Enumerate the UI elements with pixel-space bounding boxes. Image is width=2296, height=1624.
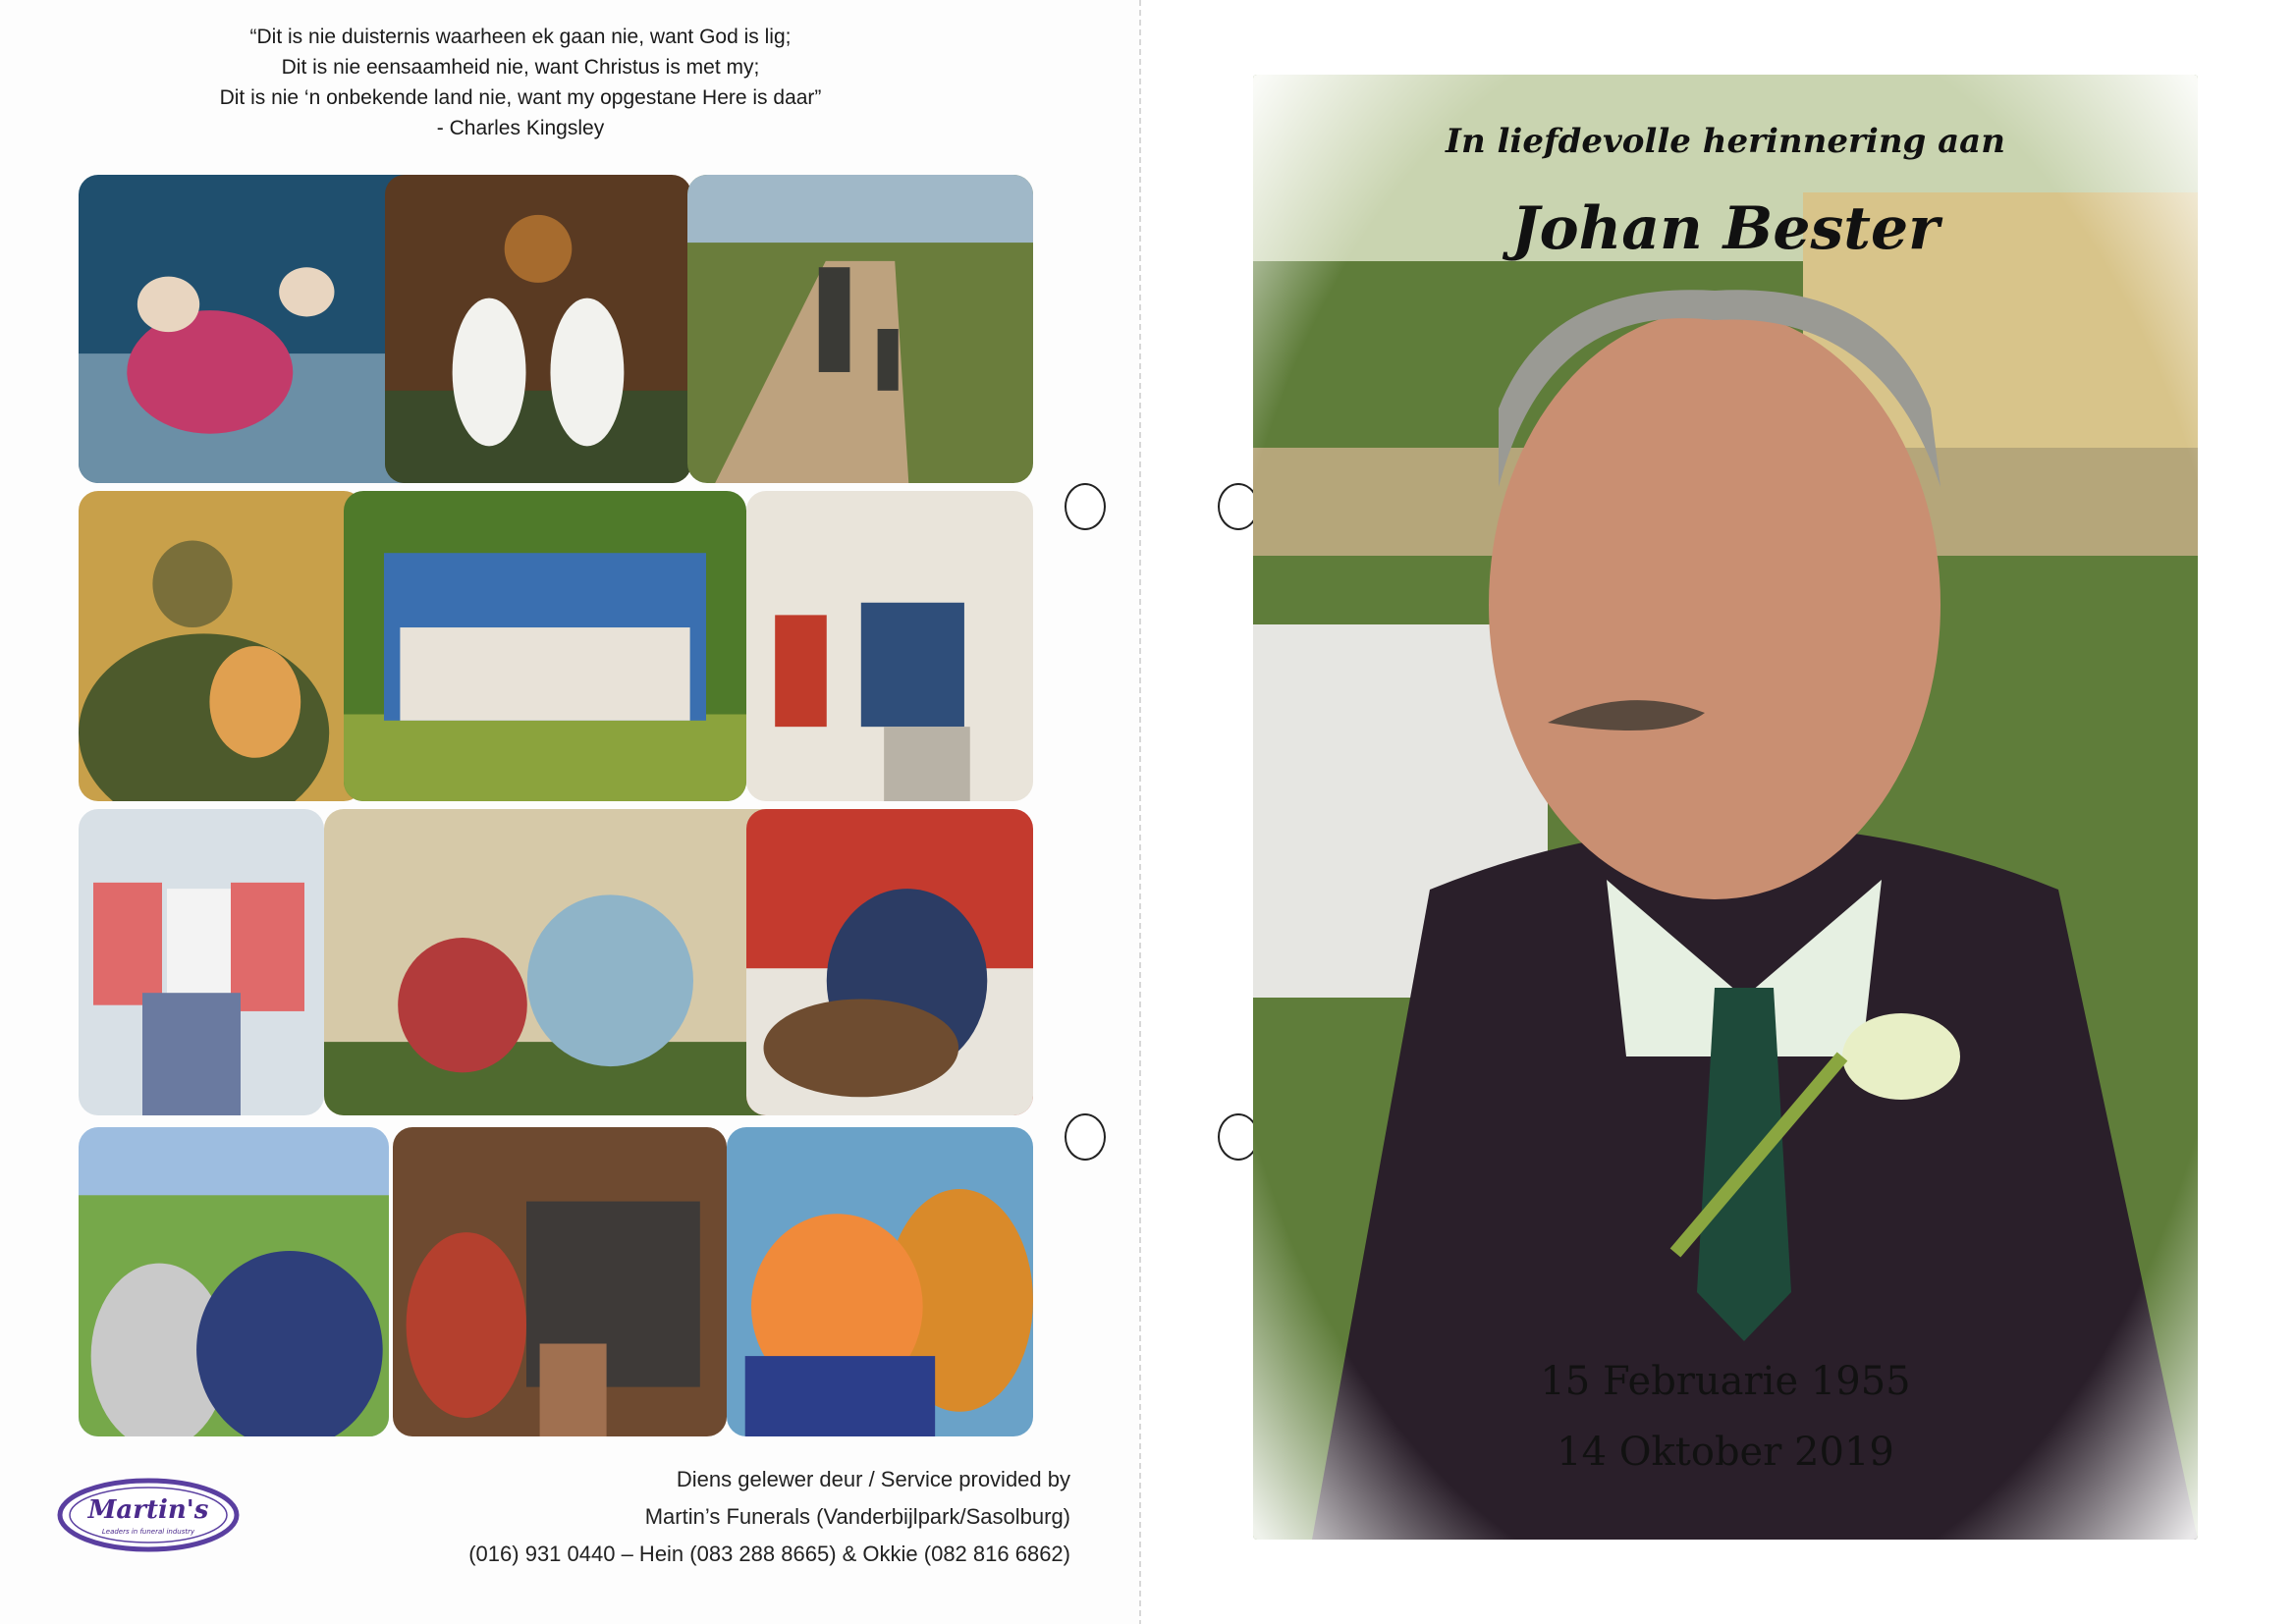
- funeral-home-logo: [57, 1477, 240, 1553]
- collage-photo: [393, 1127, 727, 1436]
- quote-line: Dit is nie ‘n onbekende land nie, want my opgestane Here is daar”: [219, 86, 822, 109]
- logo-tagline: Leaders in funeral industry: [101, 1528, 195, 1536]
- collage-photo: [79, 491, 363, 801]
- credits-line: Diens gelewer deur / Service provided by: [676, 1467, 1070, 1491]
- quote-line: “Dit is nie duisternis waarheen ek gaan nie, want God is lig;: [249, 26, 792, 48]
- collage-photo: [687, 175, 1033, 483]
- collage-photo: [727, 1127, 1033, 1436]
- photo-collage: [79, 175, 1033, 1436]
- page-fold: [1139, 0, 1141, 1624]
- credits-contact: (016) 931 0440 – Hein (083 288 8665) & Okkie (082 816 6862): [468, 1542, 1070, 1566]
- memorial-header: In liefdevolle herinnering aan: [1446, 122, 2005, 161]
- credits-line: Martin’s Funerals (Vanderbijlpark/Sasolburg): [644, 1504, 1070, 1529]
- collage-photo: [79, 1127, 389, 1436]
- collage-photo: [324, 809, 786, 1115]
- punch-hole: [1065, 483, 1106, 530]
- collage-photo: [344, 491, 746, 801]
- birth-date: 15 Februarie 1955: [1540, 1359, 1911, 1404]
- collage-photo: [79, 175, 424, 483]
- quote-attribution: - Charles Kingsley: [436, 117, 605, 139]
- collage-photo: [746, 491, 1033, 801]
- deceased-name: Johan Bester: [1511, 194, 1940, 263]
- service-credits: [255, 1461, 1070, 1573]
- punch-hole: [1065, 1113, 1106, 1161]
- collage-photo: [385, 175, 691, 483]
- logo-brand: Martin's: [87, 1495, 209, 1525]
- death-date: 14 Oktober 2019: [1557, 1430, 1894, 1475]
- quote-block: [88, 22, 953, 143]
- memorial-portrait: [1253, 75, 2198, 1540]
- collage-photo: [79, 809, 324, 1115]
- collage-photo: [746, 809, 1033, 1115]
- quote-line: Dit is nie eensaamheid nie, want Christus is met my;: [281, 56, 760, 79]
